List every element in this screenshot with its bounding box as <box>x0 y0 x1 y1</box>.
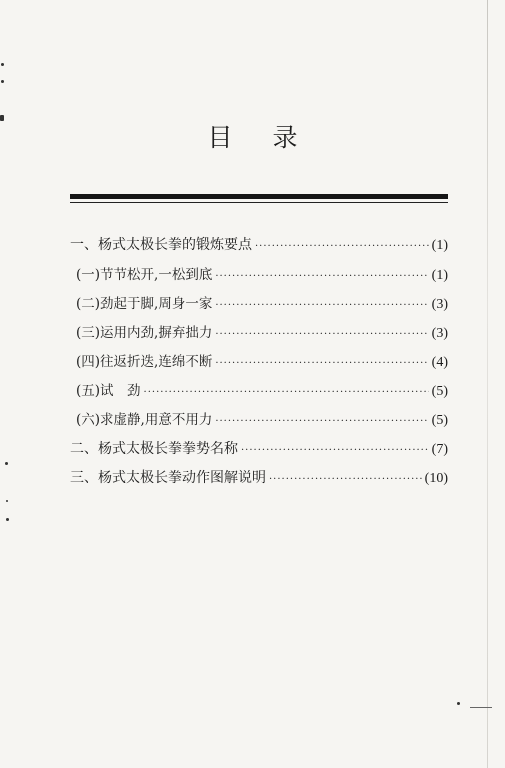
toc-leader-dots <box>144 387 429 398</box>
toc-entry-page: (3) <box>431 326 448 341</box>
toc-leader-dots <box>215 300 428 311</box>
scan-speck <box>0 115 4 121</box>
scan-speck <box>1 80 4 83</box>
toc-entry-label: (六)求虚静,用意不用力 <box>76 412 213 428</box>
scan-speck <box>6 500 8 502</box>
toc-entry-page: (5) <box>431 413 448 428</box>
scan-speck <box>457 702 460 705</box>
toc-leader-dots <box>215 358 428 369</box>
toc-entry-label: (三)运用内劲,摒弃拙力 <box>76 325 213 341</box>
toc-entry-page: (10) <box>424 471 448 486</box>
toc-entry-1[interactable] <box>70 234 448 256</box>
scan-speck <box>5 462 8 465</box>
toc-entry-label: (四)往返折迭,连绵不断 <box>76 354 213 370</box>
toc-entry-label: 二、杨式太极长拳拳势名称 <box>70 441 238 457</box>
scan-streak <box>470 707 492 708</box>
toc-entry-1-4[interactable] <box>76 350 448 372</box>
toc-entry-3[interactable] <box>70 467 448 489</box>
scan-speck <box>1 63 4 66</box>
toc-entry-1-5[interactable] <box>76 379 448 401</box>
toc-leader-dots <box>241 445 429 456</box>
toc-entry-page: (7) <box>431 442 448 457</box>
toc-leader-dots <box>215 271 428 282</box>
toc-entry-2[interactable] <box>70 438 448 460</box>
toc-entry-page: (4) <box>431 355 448 370</box>
toc-entry-label: (二)劲起于脚,周身一家 <box>76 296 213 312</box>
toc-leader-dots <box>215 416 428 427</box>
toc-entry-page: (5) <box>431 384 448 399</box>
toc-entry-label: 一、杨式太极长拳的锻炼要点 <box>70 237 252 253</box>
toc-entry-page: (1) <box>431 268 448 283</box>
toc-leader-dots <box>215 329 428 340</box>
toc-leader-dots <box>269 474 422 485</box>
title-char-1: 目 <box>207 123 233 152</box>
scan-speck <box>6 518 9 521</box>
toc-leader-dots <box>255 241 429 252</box>
title-char-2: 录 <box>272 123 298 152</box>
toc-entry-1-1[interactable] <box>76 263 448 285</box>
toc-entry-page: (3) <box>431 297 448 312</box>
toc-entry-label: (五)试 劲 <box>76 383 141 399</box>
toc-entry-1-2[interactable] <box>76 292 448 314</box>
toc-entry-label: 三、杨式太极长拳动作图解说明 <box>70 470 266 486</box>
toc-entry-label: (一)节节松开,一松到底 <box>76 267 213 283</box>
toc-entry-page: (1) <box>431 238 448 253</box>
toc-entry-1-6[interactable] <box>76 408 448 430</box>
toc-entry-1-3[interactable] <box>76 321 448 343</box>
